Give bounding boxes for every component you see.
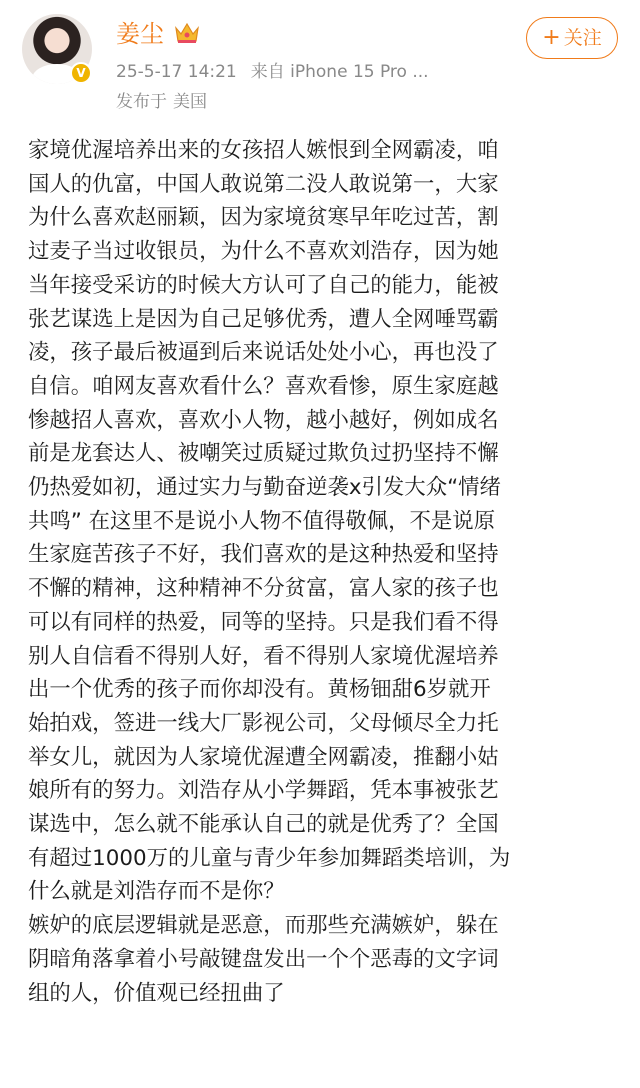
plus-icon: + <box>542 25 561 50</box>
post-body-line: 娘所有的努力。刘浩存从小学舞蹈，凭本事被张艺 <box>28 778 499 804</box>
post-body-line: 张艺谋选上是因为自己足够优秀，遭人全网唾骂霸 <box>28 306 499 332</box>
post-header <box>0 0 640 120</box>
post-body <box>28 134 618 1010</box>
follow-button[interactable] <box>526 17 618 59</box>
post-body-line: 阴暗角落拿着小号敲键盘发出一个个恶毒的文字词 <box>28 946 499 972</box>
post-body-line: 出一个优秀的孩子而你却没有。黄杨钿甜6岁就开 <box>28 677 491 703</box>
post-body-line: 凌，孩子最后被逼到后来说话处处小心，再也没了 <box>28 340 499 366</box>
post-body-line: 生家庭苦孩子不好，我们喜欢的是这种热爱和坚持 <box>28 542 499 568</box>
post-body-line: 家境优渥培养出来的女孩招人嫉恨到全网霸凌，咱 <box>28 138 499 163</box>
post-location <box>116 90 213 114</box>
post-body-line: 惨越招人喜欢，喜欢小人物，越小越好，例如成名 <box>28 407 499 433</box>
post-body-line: 始拍戏，签进一线大厂影视公司，父母倾尽全力托 <box>28 710 499 736</box>
post-source: 来自 iPhone 15 Pro ... <box>250 62 429 82</box>
post-body-line: 组的人，价值观已经扭曲了 <box>28 980 285 1006</box>
verified-badge-icon: V <box>70 62 92 84</box>
post-body-line: 别人自信看不得别人好，看不得别人家境优渥培养 <box>28 643 499 669</box>
post-body-line: 自信。咱网友喜欢看什么？喜欢看惨，原生家庭越 <box>28 373 499 399</box>
post-body-line: 有超过1000万的儿童与青少年参加舞蹈类培训，为 <box>28 845 511 871</box>
post-timestamp: 25-5-17 14:21 <box>116 62 237 82</box>
post-body-line: 什么就是刘浩存而不是你？ <box>28 879 285 905</box>
location-prefix: 发布于 <box>116 92 167 112</box>
location-value: 美国 <box>173 92 207 112</box>
username[interactable]: 姜尘 <box>116 20 164 48</box>
post-meta <box>116 60 443 84</box>
post-body-line: 举女儿，就因为人家境优渥遭全网霸凌，推翻小姑 <box>28 744 499 770</box>
post-body-line: 可以有同样的热爱，同等的坚持。只是我们看不得 <box>28 609 499 635</box>
post-body-line: 当年接受采访的时候大方认可了自己的能力，能被 <box>28 272 499 298</box>
follow-label: 关注 <box>563 27 602 49</box>
post-body-line: 过麦子当过收银员，为什么不喜欢刘浩存，因为她 <box>28 239 499 265</box>
post-body-line: 国人的仇富，中国人敢说第二没人敢说第一，大家 <box>28 171 499 197</box>
crown-icon <box>174 21 200 45</box>
post-body-line: 嫉妒的底层逻辑就是恶意，而那些充满嫉妒，躲在 <box>28 913 499 939</box>
post-body-line: 不懈的精神，这种精神不分贫富，富人家的孩子也 <box>28 576 499 602</box>
post-body-line: 共鸣” 在这里不是说小人物不值得敬佩，不是说原 <box>28 508 496 534</box>
post-body-line: 仍热爱如初，通过实力与勤奋逆袭x引发大众“情绪 <box>28 475 501 501</box>
post-body-line: 为什么喜欢赵丽颖，因为家境贫寒早年吃过苦，割 <box>28 205 499 231</box>
post-body-line: 谋选中，怎么就不能承认自己的就是优秀了？全国 <box>28 812 499 838</box>
post-body-line: 前是龙套达人、被嘲笑过质疑过欺负过扔坚持不懈 <box>28 441 499 467</box>
